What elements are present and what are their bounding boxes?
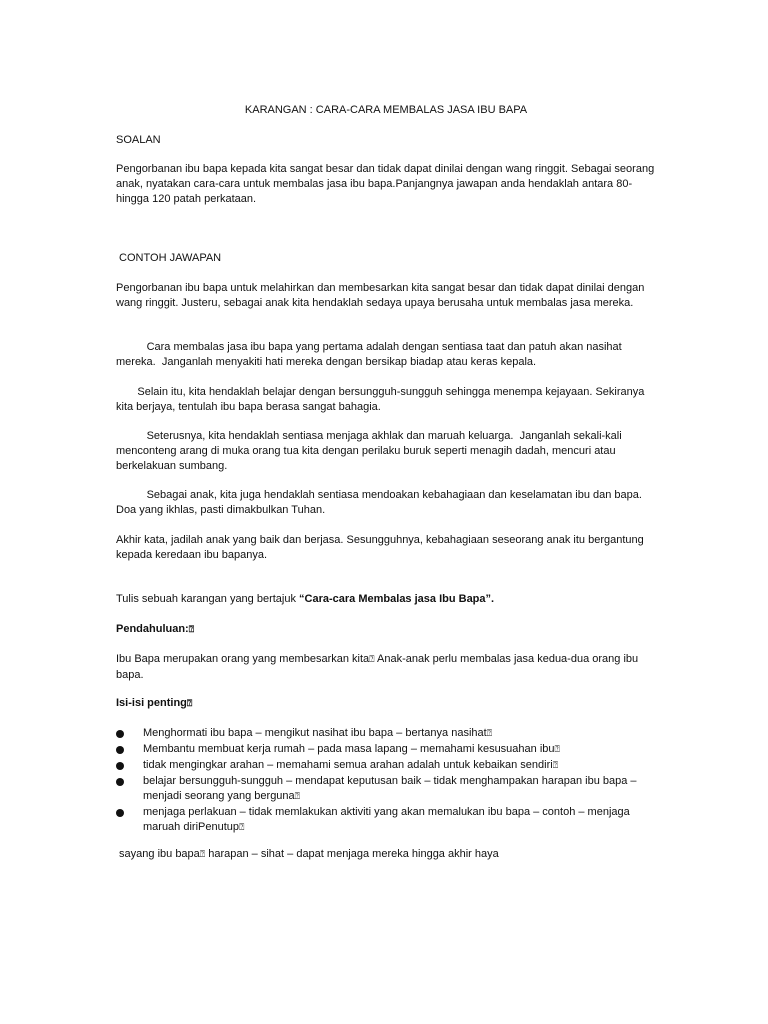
closing-text-b: harapan – sihat – dapat menjaga mereka hingga akhir haya: [205, 848, 499, 860]
contoh-heading: CONTOH JAWAPAN: [116, 252, 222, 264]
tulis-title: “Cara-cara Membalas jasa Ibu Bapa”.: [299, 593, 495, 605]
pendahuluan-label: Pendahuluan:: [116, 623, 189, 635]
bullet-text: Membantu membuat kerja rumah – pada masa lapang – memahami kesusuahan ibu: [143, 743, 555, 755]
pendahuluan-text-a: Ibu Bapa merupakan orang yang membesarkan kita: [116, 653, 370, 665]
paragraph-second-way: Selain itu, kita hendaklah belajar dengan bersungguh-sungguh sehingga menempa kejayaan. Sekiranya kita berjaya, tentulah ibu bapa berasa sangat bahagia.: [116, 386, 648, 413]
missing-glyph-icon: ⍰: [486, 729, 493, 739]
bullet-icon: [116, 809, 124, 817]
document-title: KARANGAN : CARA-CARA MEMBALAS JASA IBU BAPA: [244, 104, 528, 116]
pendahuluan-text-b: Anak-anak perlu membalas jasa kedua-dua orang ibu bapa.: [116, 653, 639, 681]
isi-heading: [116, 696, 656, 712]
paragraph-third-way: Seterusnya, kita hendaklah sentiasa menjaga akhlak dan maruah keluarga. Janganlah sekali-kali menconteng arang di muka orang tua kita dengan perilaku buruk seperti menagih dadah, mencuri atau berkelakuan sumbang.: [116, 430, 625, 472]
missing-glyph-icon: ⍰: [294, 792, 301, 802]
tulis-instruction: [116, 592, 656, 607]
missing-glyph-icon: ⍰: [188, 625, 195, 635]
paragraph-intro: Pengorbanan ibu bapa untuk melahirkan dan membesarkan kita sangat besar dan tidak dapat dinilai dengan wang ringgit. Justeru, sebagai anak kita hendaklah sedaya upaya berusaha untuk membalas jasa mereka.: [116, 282, 645, 309]
bullet-text: tidak mengingkar arahan – memahami semua arahan adalah untuk kebaikan sendiri: [143, 759, 553, 771]
bullet-icon: [116, 746, 124, 754]
tulis-prefix: Tulis sebuah karangan yang bertajuk: [116, 593, 300, 605]
list-item: [116, 805, 656, 836]
soalan-text: Pengorbanan ibu bapa kepada kita sangat besar dan tidak dapat dinilai dengan wang ringgit. Sebagai seorang anak, nyatakan cara-cara untuk membalas jasa ibu bapa.Panjangnya jawapan anda hendaklah antara 80- hingga 120 patah perkataan.: [116, 163, 655, 205]
list-item: [116, 726, 656, 742]
bullet-text: belajar bersungguh-sungguh – mendapat keputusan baik – tidak menghampakan harapan ibu bapa – menjadi seorang yang berguna: [143, 775, 637, 802]
paragraph-fourth-way: Sebagai anak, kita juga hendaklah sentiasa mendoakan kebahagiaan dan keselamatan ibu dan bapa. Doa yang ikhlas, pasti dimakbulkan Tuhan.: [116, 489, 649, 516]
bullet-icon: [116, 778, 124, 786]
bullet-icon: [116, 762, 124, 770]
pendahuluan-text: [116, 652, 656, 683]
closing-text-a: sayang ibu bapa: [116, 848, 200, 860]
missing-glyph-icon: ⍰: [369, 655, 375, 665]
list-item: [116, 758, 656, 774]
missing-glyph-icon: ⍰: [554, 745, 560, 755]
list-item: [116, 774, 656, 805]
bullet-icon: [116, 730, 124, 738]
missing-glyph-icon: ⍰: [186, 699, 193, 709]
isi-bullet-list: [116, 726, 656, 836]
closing-text: [116, 847, 656, 863]
pendahuluan-heading: [116, 622, 656, 638]
paragraph-first-way: Cara membalas jasa ibu bapa yang pertama adalah dengan sentiasa taat dan patuh akan nasihat mereka. Janganlah menyakiti hati mereka dengan bersikap biadap atau keras kepala.: [116, 341, 625, 368]
paragraph-conclusion: Akhir kata, jadilah anak yang baik dan berjasa. Sesungguhnya, kebahagiaan seseorang anak itu bergantung kepada keredaan ibu bapanya.: [116, 534, 644, 561]
missing-glyph-icon: ⍰: [239, 823, 245, 833]
soalan-heading: SOALAN: [116, 134, 161, 146]
bullet-text: Menghormati ibu bapa – mengikut nasihat ibu bapa – bertanya nasihat: [143, 727, 487, 739]
bullet-text: menjaga perlakuan – tidak memlakukan aktiviti yang akan memalukan ibu bapa – contoh – menjaga maruah diriPenutup: [143, 806, 630, 833]
isi-label: Isi-isi penting: [116, 697, 187, 709]
list-item: [116, 742, 656, 758]
missing-glyph-icon: ⍰: [199, 850, 206, 860]
missing-glyph-icon: ⍰: [552, 761, 559, 771]
